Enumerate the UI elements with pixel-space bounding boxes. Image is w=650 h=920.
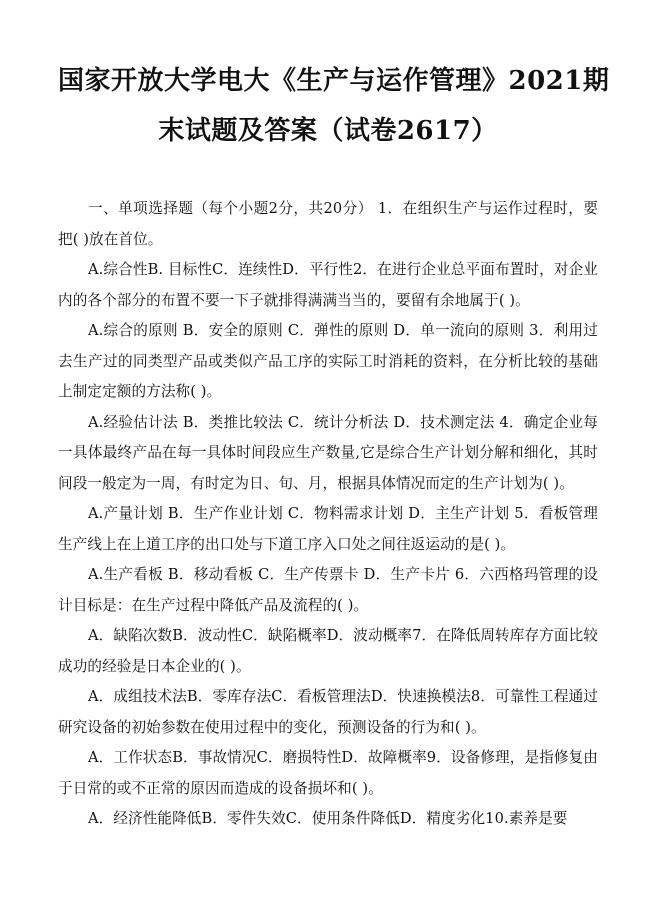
paragraph-8: A．成组技术法B．零库存法C．看板管理法D．快速换模法8．可靠性工程通过研究设备的初始参数在使用过程中的变化，预测设备的行为和( )。 (58, 688, 598, 736)
title-line-2: 末试题及答案（试卷2617） (158, 116, 498, 146)
paragraph-1: 一、单项选择题（每个小题2分，共20分） 1．在组织生产与运作过程时，要把( )放在首位。 (58, 200, 598, 248)
document-title (58, 56, 610, 156)
paragraph-6: A.生产看板 B．移动看板 C．生产传票卡 D．生产卡片 6．六西格玛管理的设计目标是：在生产过程中降低产品及流程的( )。 (58, 566, 598, 614)
paragraph-7: A．缺陷次数B．波动性C．缺陷概率D．波动概率7．在降低周转库存方面比较成功的经验是日本企业的( )。 (58, 627, 598, 675)
paragraph-3: A.综合的原则 B．安全的原则 C．弹性的原则 D．单一流向的原则 3．利用过去生产过的同类型产品或类似产品工序的实际工时消耗的资料，在分析比较的基础上制定定额的方法称( )。 (58, 322, 598, 400)
paragraph-5: A.产量计划 B．生产作业计划 C．物料需求计划 D．主生产计划 5．看板管理生产线上在上道工序的出口处与下道工序入口处之间往返运动的是( )。 (58, 505, 598, 553)
paragraph-10: A．经济性能降低B．零件失效C．使用条件降低D．精度劣化10.素养是要 (88, 810, 568, 827)
document-body (58, 194, 598, 835)
paragraph-9: A．工作状态B．事故情况C．磨损特性D．故障概率9．设备修理，是指修复由于日常的或不正常的原因而造成的设备损坏和( )。 (58, 749, 598, 797)
paragraph-4: A.经验估计法 B．类推比较法 C．统计分析法 D．技术测定法 4．确定企业每一具体最终产品在每一具体时间段应生产数量,它是综合生产计划分解和细化，其时间段一般定为一周，有时定为日、旬、月，根据具体情况而定的生产计划为( )。 (58, 413, 598, 492)
title-line-1: 国家开放大学电大《生产与运作管理》2021期 (58, 66, 610, 96)
paragraph-2: A.综合性B. 目标性C．连续性D．平行性2．在进行企业总平面布置时，对企业内的各个部分的布置不要一下子就排得满满当当的，要留有余地属于( )。 (58, 261, 598, 309)
